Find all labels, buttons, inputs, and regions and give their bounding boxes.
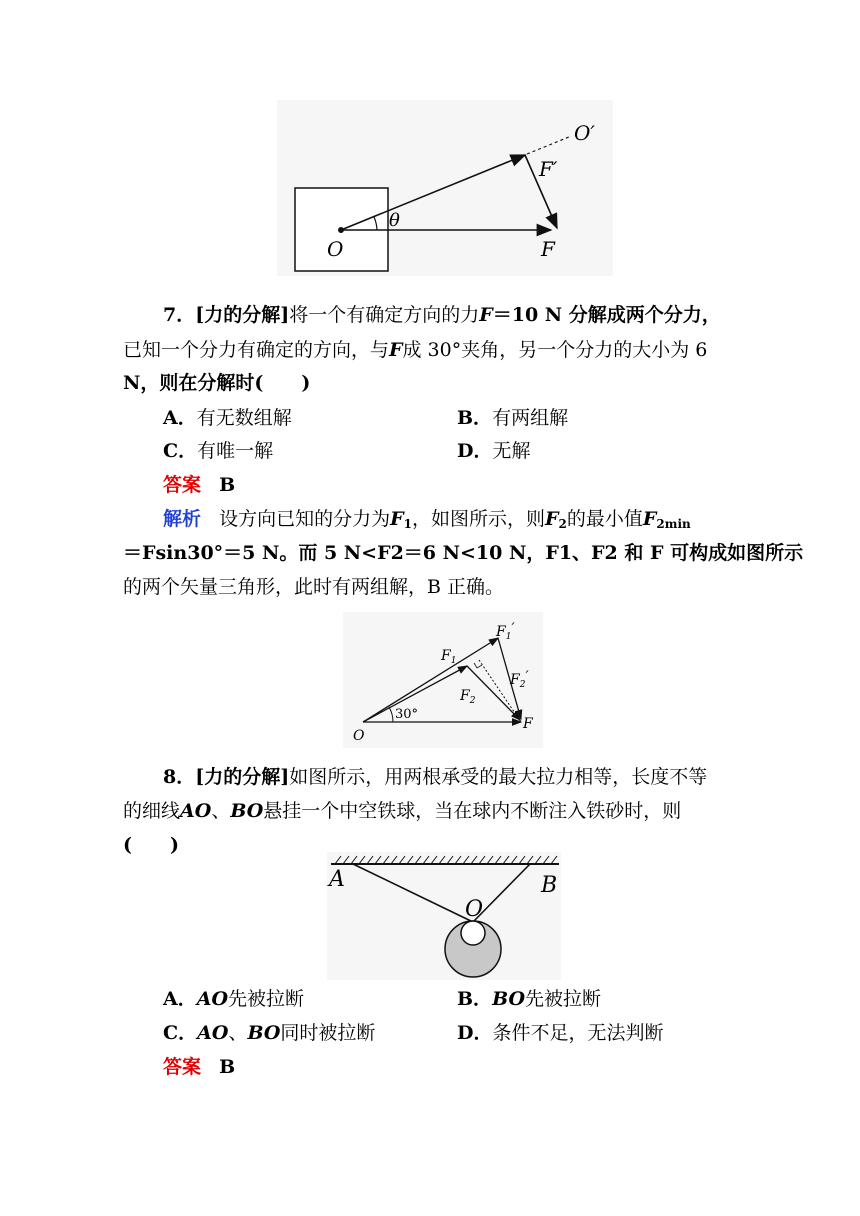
q7-stem: 将一个有确定方向的力 [289,304,480,326]
q7-line2-rest: 成 30°夹角，另一个分力的大小为 6 [402,339,708,361]
q8-stem: 如图所示，用两根承受的最大拉力相等，长度不等 [289,766,708,788]
q7-option-a [163,403,292,433]
option-letter: B． [457,407,493,429]
q7-option-c [163,436,273,466]
label-O: O [353,728,365,744]
option-letter: A． [163,407,197,429]
q8-option-b [457,984,601,1014]
option-sep: 、 [228,1022,248,1044]
perpendicular-dashed [479,660,521,722]
q8-line-3: ( ) [123,834,179,856]
q7-line-3: N，则在分解时( ) [123,372,311,394]
figure-force-decomposition [277,100,613,276]
option-text: 同时被拉断 [280,1022,376,1044]
q7-answer [163,470,235,500]
analysis-sub-1: 1 [403,517,413,531]
analysis-sub-2min: 2min [656,517,691,531]
q8-var-BO: BO [230,800,264,822]
q7-number: 7． [163,304,196,326]
q7-line2-var-F: F [389,339,403,361]
label-F: F [523,716,533,732]
label-O: O [327,237,344,261]
answer-value: B [219,474,236,496]
label-F2prime: $F_2'$ [510,669,529,690]
option-var: AO [196,988,229,1010]
option-text: 无解 [492,440,531,462]
ceiling-hatching [335,856,557,864]
q8-option-c [163,1018,375,1048]
answer-label: 答案 [163,1056,202,1078]
analysis-var-F1: F [390,508,404,530]
q8-var-AO: AO [180,800,212,822]
q7-var-F: F [479,304,493,326]
analysis-var-F2min: F [642,508,657,530]
option-text: 先被拉断 [525,988,602,1010]
q8-sep: 、 [211,800,231,822]
angle-arc-30 [389,707,393,722]
q8-line-2 [123,796,681,826]
option-text: 有唯一解 [197,440,274,462]
q8-option-a [163,984,304,1014]
figure-2-svg [343,612,543,748]
option-letter: C． [163,1022,198,1044]
option-letter: D． [457,440,493,462]
q7-analysis-line-2: ＝Fsin30°＝5 N。而 5 N<F2＝6 N<10 N，F1、F2 和 F 可构成如图所示 [123,542,804,564]
q8-number: 8． [163,766,196,788]
right-angle-mark [474,663,482,668]
option-text: 先被拉断 [228,988,305,1010]
analysis-label: 解析 [163,508,202,530]
label-Oprime: O′ [574,121,595,145]
option-var: BO [492,988,526,1010]
dashed-extension [527,137,569,154]
label-O: O [465,897,484,922]
answer-label: 答案 [163,474,202,496]
analysis-text-c: 的最小值 [566,508,643,530]
q8-answer [163,1052,235,1082]
q7-tag: [力的分解] [195,304,290,326]
q7-analysis-line-3: 的两个矢量三角形，此时有两组解，B 正确。 [123,576,505,598]
q7-line-1 [163,300,721,330]
analysis-text-a: 设方向已知的分力为 [219,508,391,530]
label-theta: θ [389,210,400,231]
label-Fprime: F′ [539,157,558,181]
analysis-text-b: ，如图所示，则 [412,508,546,530]
option-letter: A． [163,988,197,1010]
q7-line2-text: 已知一个分力有确定的方向，与 [123,339,390,361]
label-F: F [541,237,555,261]
string-AO [353,864,473,922]
option-letter: C． [163,440,198,462]
q7-line-2 [123,335,707,365]
option-text: 有两组解 [492,407,569,429]
label-angle-30: 30° [395,707,419,722]
point-O [338,227,344,233]
q7-stem-value: ＝10 N 分解成两个分力， [492,304,721,326]
label-F1: $F_1$ [441,648,457,666]
figure-hanging-ball [327,852,561,980]
vector-F1prime [363,638,498,722]
answer-value: B [219,1056,236,1078]
analysis-var-F2: F [545,508,559,530]
analysis-sub-2: 2 [558,517,567,531]
label-B: B [541,873,558,898]
option-text: 条件不足，无法判断 [492,1022,664,1044]
figure-1-svg [277,100,613,276]
q7-option-b [457,403,568,433]
figure-vector-triangles [343,612,543,748]
ball-hook [461,921,485,945]
q7-analysis-line-1 [163,504,691,534]
q8-option-d [457,1018,664,1048]
option-text: 有无数组解 [196,407,292,429]
option-var-2: BO [247,1022,281,1044]
q8-line2-rest: 悬挂一个中空铁球，当在球内不断注入铁砂时，则 [263,800,682,822]
figure-3-svg [327,852,561,980]
option-letter: B． [457,988,493,1010]
label-A: A [329,867,345,892]
q8-line2-text: 的细线 [123,800,181,822]
q7-option-d [457,436,531,466]
q8-tag: [力的分解] [195,766,290,788]
option-var: AO [197,1022,229,1044]
option-letter: D． [457,1022,493,1044]
label-F1prime: $F_1'$ [496,621,515,642]
label-F2: $F_2$ [460,688,476,706]
q8-line-1 [163,762,707,792]
